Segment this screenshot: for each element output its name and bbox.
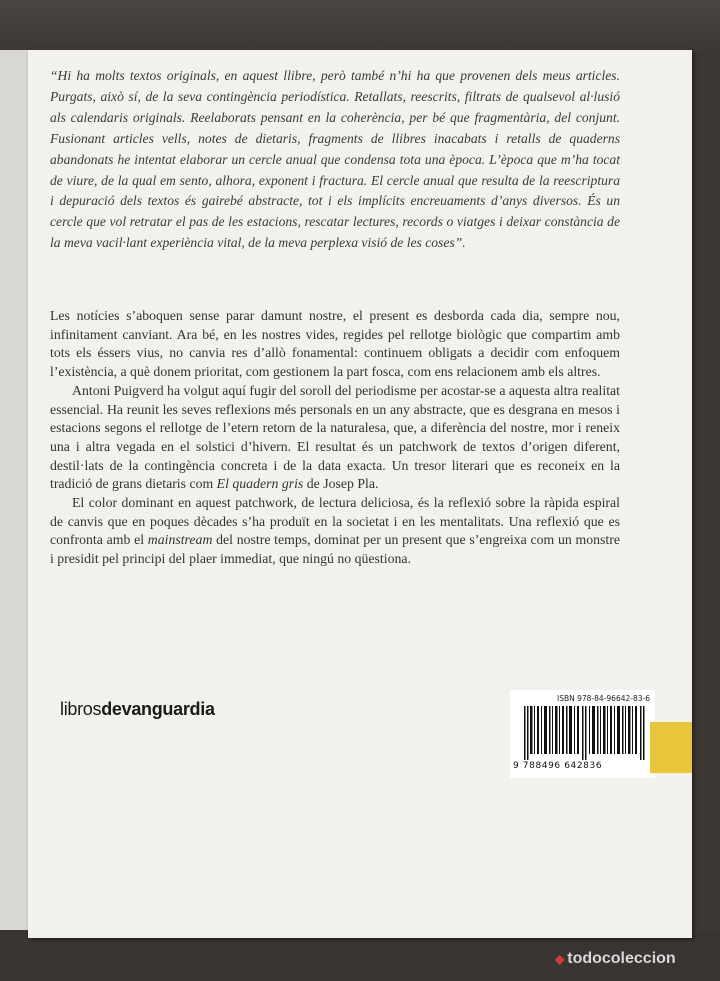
barcode-label (510, 690, 655, 778)
author-quote: “Hi ha molts textos originals, en aquest llibre, però també n’hi ha que provenen dels meus articles. Purgats, això sí, de la seva contingència periodística. Retallats, reescrits, filtrats de qualsevol al·lusió als calendaris originals. Reelaborats pensant en la coherència, per bé que fragmentària, del conjunt. Fusionant articles vells, notes de dietaris, fragments de llibres inacabats i retalls de quaderns abandonats he intentat elaborar un cercle anual que condensa tota una època. L’època que m’ha tocat de viure, de la qual em sento, alhora, exponent i fractura. El cercle anual que resulta de la reescriptura i depuració dels textos és gairebé abstracte, tot i els implícits encreuaments d’anys diversos. És un cercle que vol retratar el pas de les estacions, rescatar lectures, records o viatges i deixar constància de la meva vacil·lant experiència vital, de la meva perplexa visió de les coses”. (50, 68, 620, 251)
publisher-logo: librosdevanguardia (60, 699, 215, 719)
isbn-text: ISBN 978-84-96642-83-6 (557, 694, 650, 703)
blurb-paragraph-1: Les notícies s’aboquen sense parar damunt nostre, el present es desborda cada dia, sempre nou, infinitament canviant. Ara bé, en les nostres vides, regides pel rellotge biològic que compartim amb tots els éssers vius, no canvia res d’allò fonamental: continuem obligats a decidir com enfoquem l’existència, a què donem prioritat, com gestionem la part fosca, com ens relacionem amb els altres. (50, 308, 620, 380)
book-title-reference: El quadern gris (216, 476, 304, 492)
blurb-text (50, 307, 620, 569)
blurb-paragraph-3: El color dominant en aquest patchwork, de lectura deliciosa, és la reflexió sobre la ràpida espiral de canvis que en poques dècades s’ha produït en la societat i en les mentalitats. Una reflexió que es confronta amb el mainstream del nostre temps, dominat per un present que s’engreixa com un monstre i presidit pel principi del plaer immediat, que ningú no qüestiona. (50, 495, 620, 567)
ean-number: 9 788496 642836 (513, 761, 603, 771)
watermark: ◆ todocoleccion (555, 950, 676, 967)
underlying-page-edge (0, 50, 30, 940)
yellow-spine-mark (650, 722, 692, 773)
blurb-paragraph-2: Antoni Puigverd ha volgut aquí fugir del soroll del periodisme per acostar-se a aquesta altra realitat essencial. Ha reunit les seves reflexions més personals en un any abstracte, que es desgrana en mesos i estacions segons el rellotge de l’etern retorn de la naturalesa, que, a diferència del nostre, mor i reneix una i altra vegada en el solstici d’hivern. El resultat és un patchwork de textos d’origen diferent, destil·lats de la contingència concreta i de la data exacta. Un tresor literari que es reconeix en la tradició de grans dietaris com El quadern gris de Josep Pla. (50, 382, 620, 492)
barcode-bars (524, 706, 646, 760)
watermark-logo-icon: ◆ (555, 952, 565, 966)
mainstream-term: mainstream (147, 532, 213, 548)
